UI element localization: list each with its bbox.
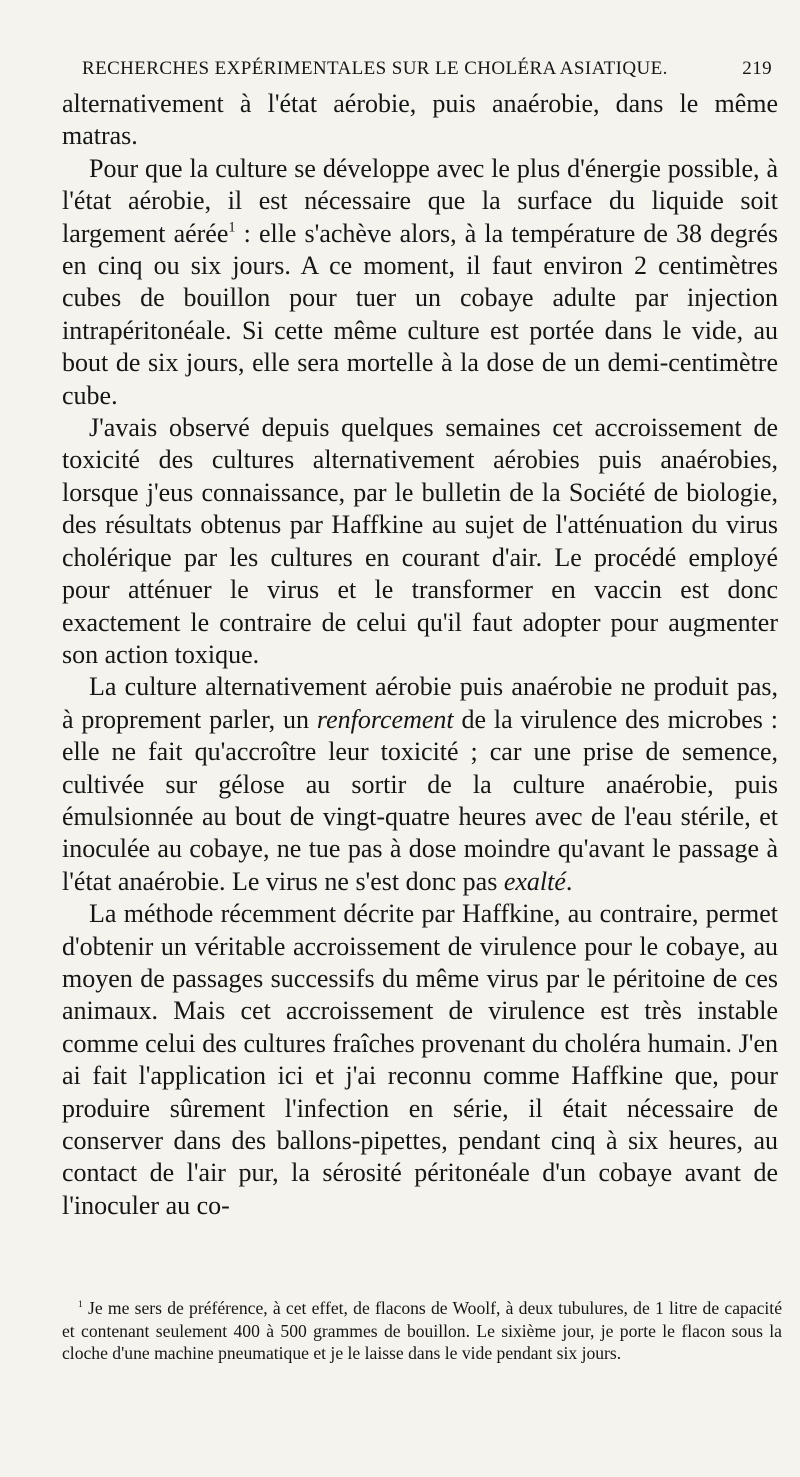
paragraph-2-part-b: : elle s'achève alors, à la température de 38 degrés en cinq ou six jours. A ce moment, il faut environ 2 centimètres cubes de bouillon pour tuer un cobaye adulte par injection intrapéritonéale. Si cette même culture est portée dans le vide, au bout de six jours, elle sera mortelle à la dose de un demi-centimètre cube. <box>62 218 778 410</box>
page-number: 219 <box>742 58 772 79</box>
emphasis-renforcement: renforcement <box>316 704 454 734</box>
footnote-1 <box>62 1297 782 1365</box>
paragraph-4-part-b: de la virulence des microbes : elle ne fait qu'accroître leur toxicité ; car une prise de semence, cultivée sur gélose au sortir de la culture anaérobie, puis émulsionnée au bout de vingt-quatre heures avec de l'eau stérile, et inoculée au cobaye, ne tue pas à dose moindre qu'avant le passage à l'état anaérobie. Le virus ne s'est donc pas <box>62 704 779 896</box>
paragraph-2 <box>62 153 778 412</box>
body-text <box>62 88 778 1222</box>
paragraph-2-part-a: Pour que la culture se développe avec le plus d'énergie possible, à l'état aérobie, il est nécessaire que la surface du liquide soit largement aérée <box>62 153 778 248</box>
paragraph-1: alternativement à l'état aérobie, puis anaérobie, dans le même matras. <box>62 89 778 151</box>
paragraph-5: La méthode récemment décrite par Haffkine, au contraire, permet d'obtenir un véritable accroissement de virulence pour le cobaye, au moyen de passages successifs du même virus par le péritoine de ces animaux. Mais cet accroissement de virulence est très instable comme celui des cultures fraîches provenant du choléra humain. J'en ai fait l'application ici et j'ai reconnu comme Haffkine que, pour produire sûrement l'infection en série, il était nécessaire de conserver dans des ballons-pipettes, pendant cinq à six heures, au contact de l'air pur, la sérosité péritonéale d'un cobaye avant de l'inoculer au co- <box>62 899 778 1220</box>
running-header <box>62 58 778 88</box>
footnote-section <box>62 1297 782 1365</box>
book-page <box>62 58 778 1222</box>
running-title: RECHERCHES EXPÉRIMENTALES SUR LE CHOLÉRA ASIATIQUE. <box>82 58 668 79</box>
paragraph-4-part-a: La culture alternativement aérobie puis anaérobie ne produit pas, à proprement parler, un <box>62 672 778 734</box>
footnote-text: Je me sers de préférence, à cet effet, de flacons de Woolf, à deux tubulures, de 1 litre de capacité et contenant seulement 400 à 500 grammes de bouillon. Le sixième jour, je porte le flacon sous la cloche d'une machine pneumatique et je le laisse dans le vide pendant six jours. <box>62 1298 782 1363</box>
paragraph-4-part-c: . <box>565 866 573 896</box>
paragraph-3: J'avais observé depuis quelques semaines cet accroissement de toxicité des cultures alternativement aérobies puis anaérobies, lorsque j'eus connaissance, par le bulletin de la Société de biologie, des résultats obtenus par Haffkine au sujet de l'atténuation du virus cholérique par les cultures en courant d'air. Le procédé employé pour atténuer le virus et le transformer en vaccin est donc exactement le contraire de celui qu'il faut adopter pour augmenter son action toxique. <box>62 413 778 669</box>
footnote-reference: 1 <box>228 218 236 235</box>
emphasis-exalte: exalté <box>503 866 566 896</box>
paragraph-4 <box>62 671 778 898</box>
footnote-marker: 1 <box>78 1298 83 1310</box>
